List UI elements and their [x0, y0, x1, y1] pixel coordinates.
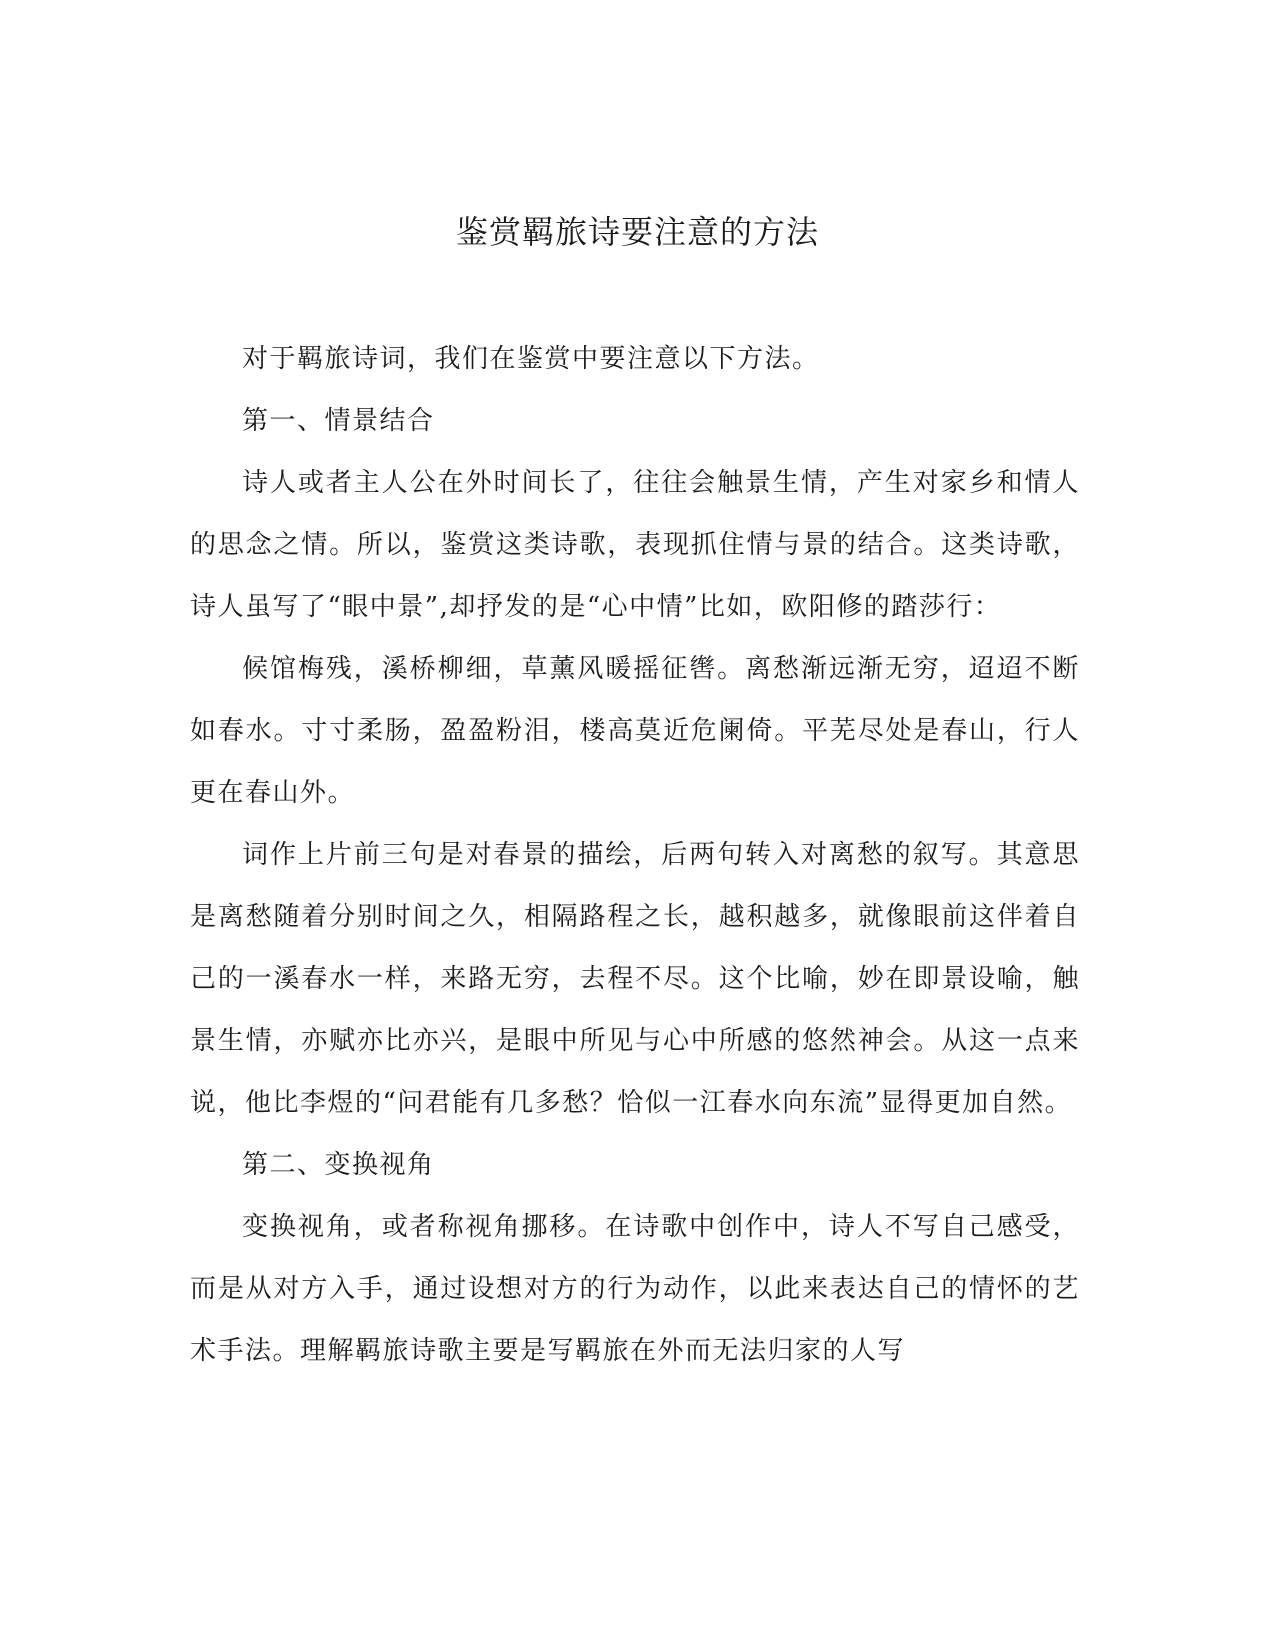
- paragraph: 诗人或者主人公在外时间长了，往往会触景生情，产生对家乡和情人的思念之情。所以，鉴赏这类诗歌，表现抓住情与景的结合。这类诗歌，诗人虽写了“眼中景”,却抒发的是“心中情”比如，欧阳修的踏莎行：: [190, 468, 1080, 622]
- poem-quote: 候馆梅残，溪桥柳细，草薰风暖摇征辔。离愁渐远渐无穷，迢迢不断如春水。寸寸柔肠，盈盈粉泪，楼高莫近危阑倚。平芜尽处是春山，行人更在春山外。: [190, 654, 1080, 808]
- paragraph: 变换视角，或者称视角挪移。在诗歌中创作中，诗人不写自己感受，而是从对方入手，通过设想对方的行为动作，以此来表达自己的情怀的艺术手法。理解羁旅诗歌主要是写羁旅在外而无法归家的人写: [190, 1212, 1080, 1366]
- section-heading-2: 第二、变换视角: [242, 1150, 435, 1180]
- paragraph-intro: 对于羁旅诗词，我们在鉴赏中要注意以下方法。: [242, 344, 820, 374]
- document-title: 鉴赏羁旅诗要注意的方法: [455, 213, 819, 251]
- paragraph: 词作上片前三句是对春景的描绘，后两句转入对离愁的叙写。其意思是离愁随着分别时间之久，相隔路程之长，越积越多，就像眼前这伴着自己的一溪春水一样，来路无穷，去程不尽。这个比喻，妙在即景设喻，触景生情，亦赋亦比亦兴，是眼中所见与心中所感的悠然神会。从这一点来说，他比李煜的“问君能有几多愁？恰似一江春水向东流”显得更加自然。: [190, 840, 1080, 1118]
- document-body: [190, 328, 1080, 1382]
- section-heading-1: 第一、情景结合: [242, 406, 435, 436]
